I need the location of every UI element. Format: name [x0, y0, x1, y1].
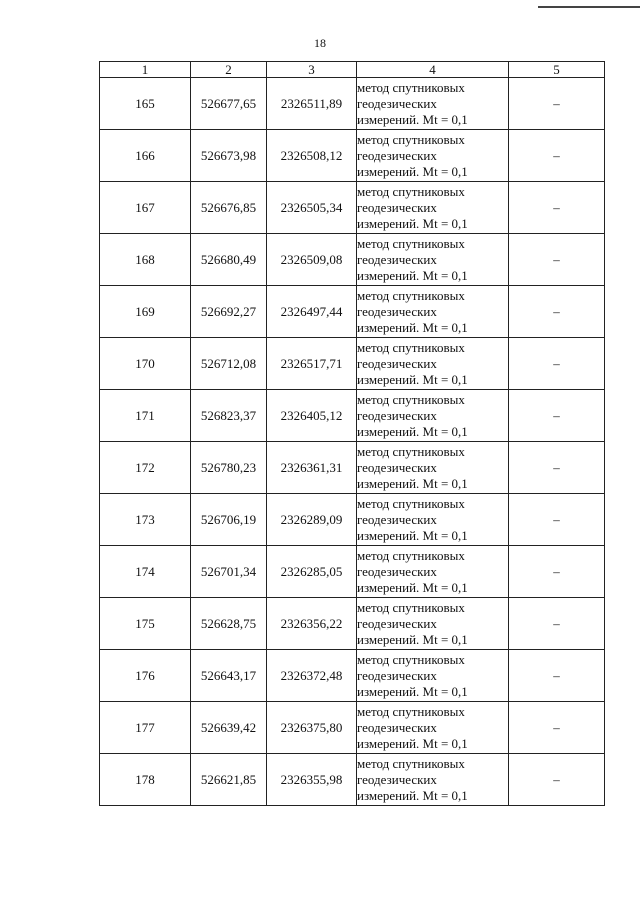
coordinates-table	[99, 61, 605, 806]
y-coordinate-cell: 2326356,22	[267, 598, 357, 650]
x-coordinate-cell: 526643,17	[191, 650, 267, 702]
note-cell: –	[509, 650, 605, 702]
x-coordinate-cell: 526692,27	[191, 286, 267, 338]
point-number-cell: 170	[100, 338, 191, 390]
header-row	[100, 62, 605, 78]
method-cell	[357, 390, 509, 442]
note-cell: –	[509, 130, 605, 182]
x-coordinate-cell: 526680,49	[191, 234, 267, 286]
method-line: геодезических	[357, 95, 437, 111]
table-row	[100, 650, 605, 702]
method-line: измерений. Mt = 0,1	[357, 579, 468, 595]
y-coordinate-cell: 2326372,48	[267, 650, 357, 702]
table-row	[100, 494, 605, 546]
method-line: измерений. Mt = 0,1	[357, 787, 468, 803]
top-rule	[538, 6, 640, 8]
method-line: метод спутниковых	[357, 391, 465, 407]
point-number-cell: 177	[100, 702, 191, 754]
x-coordinate-cell: 526639,42	[191, 702, 267, 754]
table-row	[100, 234, 605, 286]
y-coordinate-cell: 2326355,98	[267, 754, 357, 806]
method-line: метод спутниковых	[357, 755, 465, 771]
note-cell: –	[509, 754, 605, 806]
table-row	[100, 390, 605, 442]
method-line: измерений. Mt = 0,1	[357, 683, 468, 699]
y-coordinate-cell: 2326517,71	[267, 338, 357, 390]
table-row	[100, 78, 605, 130]
point-number-cell: 178	[100, 754, 191, 806]
method-line: геодезических	[357, 251, 437, 267]
method-line: измерений. Mt = 0,1	[357, 735, 468, 751]
table-row	[100, 754, 605, 806]
table-row	[100, 182, 605, 234]
y-coordinate-cell: 2326511,89	[267, 78, 357, 130]
note-cell: –	[509, 494, 605, 546]
method-cell	[357, 182, 509, 234]
method-line: измерений. Mt = 0,1	[357, 163, 468, 179]
method-cell	[357, 338, 509, 390]
y-coordinate-cell: 2326508,12	[267, 130, 357, 182]
method-line: измерений. Mt = 0,1	[357, 111, 468, 127]
x-coordinate-cell: 526677,65	[191, 78, 267, 130]
x-coordinate-cell: 526676,85	[191, 182, 267, 234]
method-line: геодезических	[357, 147, 437, 163]
point-number-cell: 174	[100, 546, 191, 598]
method-line: геодезических	[357, 771, 437, 787]
method-cell	[357, 546, 509, 598]
table-row	[100, 598, 605, 650]
y-coordinate-cell: 2326289,09	[267, 494, 357, 546]
header-col-3: 3	[267, 62, 357, 78]
method-line: геодезических	[357, 615, 437, 631]
method-line: измерений. Mt = 0,1	[357, 319, 468, 335]
x-coordinate-cell: 526706,19	[191, 494, 267, 546]
method-line: метод спутниковых	[357, 79, 465, 95]
method-line: измерений. Mt = 0,1	[357, 423, 468, 439]
y-coordinate-cell: 2326361,31	[267, 442, 357, 494]
method-line: измерений. Mt = 0,1	[357, 631, 468, 647]
method-cell	[357, 286, 509, 338]
page-number: 18	[314, 36, 326, 50]
method-line: измерений. Mt = 0,1	[357, 527, 468, 543]
note-cell: –	[509, 78, 605, 130]
method-line: геодезических	[357, 199, 437, 215]
note-cell: –	[509, 442, 605, 494]
note-cell: –	[509, 338, 605, 390]
y-coordinate-cell: 2326505,34	[267, 182, 357, 234]
header-col-4: 4	[357, 62, 509, 78]
method-line: геодезических	[357, 407, 437, 423]
table-row	[100, 442, 605, 494]
point-number-cell: 176	[100, 650, 191, 702]
x-coordinate-cell: 526628,75	[191, 598, 267, 650]
note-cell: –	[509, 390, 605, 442]
method-cell	[357, 442, 509, 494]
x-coordinate-cell: 526621,85	[191, 754, 267, 806]
method-line: геодезических	[357, 303, 437, 319]
method-line: метод спутниковых	[357, 183, 465, 199]
method-line: геодезических	[357, 667, 437, 683]
table-row	[100, 130, 605, 182]
header-col-5: 5	[509, 62, 605, 78]
method-line: метод спутниковых	[357, 443, 465, 459]
method-cell	[357, 598, 509, 650]
method-line: геодезических	[357, 719, 437, 735]
method-line: метод спутниковых	[357, 287, 465, 303]
method-line: метод спутниковых	[357, 339, 465, 355]
method-line: метод спутниковых	[357, 547, 465, 563]
table-row	[100, 546, 605, 598]
x-coordinate-cell: 526701,34	[191, 546, 267, 598]
point-number-cell: 172	[100, 442, 191, 494]
y-coordinate-cell: 2326497,44	[267, 286, 357, 338]
point-number-cell: 171	[100, 390, 191, 442]
table-body	[100, 78, 605, 806]
method-line: измерений. Mt = 0,1	[357, 475, 468, 491]
table-row	[100, 338, 605, 390]
method-line: измерений. Mt = 0,1	[357, 215, 468, 231]
method-line: геодезических	[357, 511, 437, 527]
method-cell	[357, 702, 509, 754]
table-row	[100, 702, 605, 754]
method-line: геодезических	[357, 563, 437, 579]
point-number-cell: 169	[100, 286, 191, 338]
note-cell: –	[509, 182, 605, 234]
note-cell: –	[509, 286, 605, 338]
method-line: измерений. Mt = 0,1	[357, 267, 468, 283]
method-line: метод спутниковых	[357, 599, 465, 615]
method-line: метод спутниковых	[357, 703, 465, 719]
note-cell: –	[509, 234, 605, 286]
method-line: метод спутниковых	[357, 131, 465, 147]
method-line: геодезических	[357, 459, 437, 475]
method-cell	[357, 494, 509, 546]
y-coordinate-cell: 2326285,05	[267, 546, 357, 598]
method-cell	[357, 650, 509, 702]
header-col-1: 1	[100, 62, 191, 78]
note-cell: –	[509, 702, 605, 754]
method-line: метод спутниковых	[357, 495, 465, 511]
header-col-2: 2	[191, 62, 267, 78]
y-coordinate-cell: 2326509,08	[267, 234, 357, 286]
x-coordinate-cell: 526823,37	[191, 390, 267, 442]
point-number-cell: 167	[100, 182, 191, 234]
method-cell	[357, 754, 509, 806]
method-line: геодезических	[357, 355, 437, 371]
point-number-cell: 173	[100, 494, 191, 546]
point-number-cell: 175	[100, 598, 191, 650]
method-cell	[357, 130, 509, 182]
table-row	[100, 286, 605, 338]
point-number-cell: 166	[100, 130, 191, 182]
method-line: метод спутниковых	[357, 651, 465, 667]
note-cell: –	[509, 546, 605, 598]
x-coordinate-cell: 526780,23	[191, 442, 267, 494]
y-coordinate-cell: 2326375,80	[267, 702, 357, 754]
point-number-cell: 168	[100, 234, 191, 286]
x-coordinate-cell: 526673,98	[191, 130, 267, 182]
point-number-cell: 165	[100, 78, 191, 130]
method-line: измерений. Mt = 0,1	[357, 371, 468, 387]
y-coordinate-cell: 2326405,12	[267, 390, 357, 442]
method-cell	[357, 78, 509, 130]
method-cell	[357, 234, 509, 286]
method-line: метод спутниковых	[357, 235, 465, 251]
note-cell: –	[509, 598, 605, 650]
x-coordinate-cell: 526712,08	[191, 338, 267, 390]
